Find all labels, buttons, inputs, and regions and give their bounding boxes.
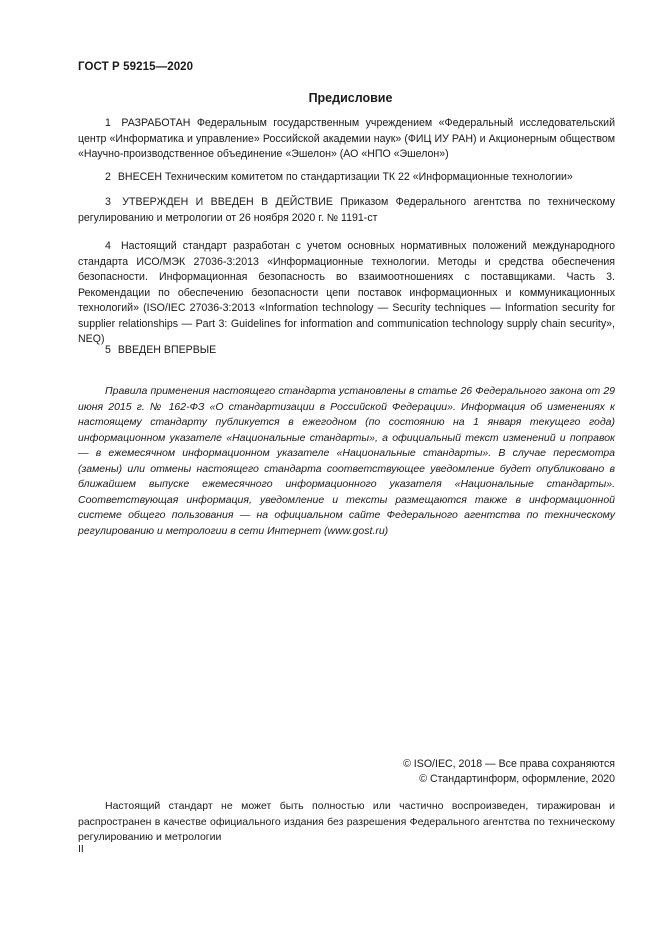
item-number: 1 [105,117,111,129]
foreword-item-5 [78,343,615,359]
item-number: 5 [105,344,111,356]
foreword-item-2 [78,170,615,186]
page-number: II [78,843,84,855]
foreword-item-1 [78,116,615,163]
item-text: УТВЕРЖДЕН И ВВЕДЕН В ДЕЙСТВИЕ Приказом Федерального агентства по техническому регулированию и метрологии от 26 ноября 2020 г. № 1191-ст [78,196,615,224]
item-number: 4 [105,240,111,252]
reproduction-restriction-note: Настоящий стандарт не может быть полностью или частично воспроизведен, тиражирован и распространен в качестве официального издания без разрешения Федерального агентства по техническому регулированию и метрологии [78,800,615,843]
item-number: 3 [105,196,111,208]
item-text: Настоящий стандарт разработан с учетом основных нормативных положений международного стандарта ИСО/МЭК 27036-3:2013 «Информационные технологии. Методы и средства обеспечения безопасности. Информационная безопасность во взаимоотношениях с поставщиками. Часть 3. Рекомендации по обеспечению безопасности цепи поставок информационных и коммуникационных технологий» (ISO/IEC 27036-3:2013 «Information technology — Security techniques — Information security for supplier relationships — Part 3: Guidelines for information and communication technology supply chain security», NEQ) [78,240,615,345]
item-number: 2 [105,171,111,183]
section-heading: Предисловие [308,91,393,105]
item-text: ВВЕДЕН ВПЕРВЫЕ [117,344,217,356]
document-code: ГОСТ Р 59215—2020 [78,61,194,73]
item-text: РАЗРАБОТАН Федеральным государственным учреждением «Федеральный исследовательский центр «Информатика и управление» Российской академии наук» (ФИЦ ИУ РАН) и Акционерным обществом «Научно-производственное объединение «Эшелон» (АО «НПО «Эшелон») [78,117,615,160]
foreword-item-4 [78,239,615,348]
application-rules-notice: Правила применения настоящего стандарта установлены в статье 26 Федерального закона от 29 июня 2015 г. № 162-ФЗ «О стандартизации в Российской Федерации». Информация об изменениях к настоящему стандарту публикуется в ежегодном (по состоянию на 1 января текущего года) информационном указателе «Национальные стандарты», а официальный текст изменений и поправок — в ежемесячном информационном указателе «Национальные стандарты». В случае пересмотра (замены) или отмены настоящего стандарта соответствующее уведомление будет опубликовано в ближайшем выпуске ежемесячного информационного указателя «Национальные стандарты». Соответствующая информация, уведомление и тексты размещаются также в информационной системе общего пользования — на официальном сайте Федерального агентства по техническому регулированию и метрологии в сети Интернет (www.gost.ru) [78,385,615,537]
copyright-standartinform: © Стандартинформ, оформление, 2020 [419,773,615,785]
copyright-iso: © ISO/IEC, 2018 — Все права сохраняются [403,758,615,770]
item-text: ВНЕСЕН Техническим комитетом по стандартизации ТК 22 «Информационные технологии» [117,171,573,183]
foreword-item-3 [78,195,615,226]
